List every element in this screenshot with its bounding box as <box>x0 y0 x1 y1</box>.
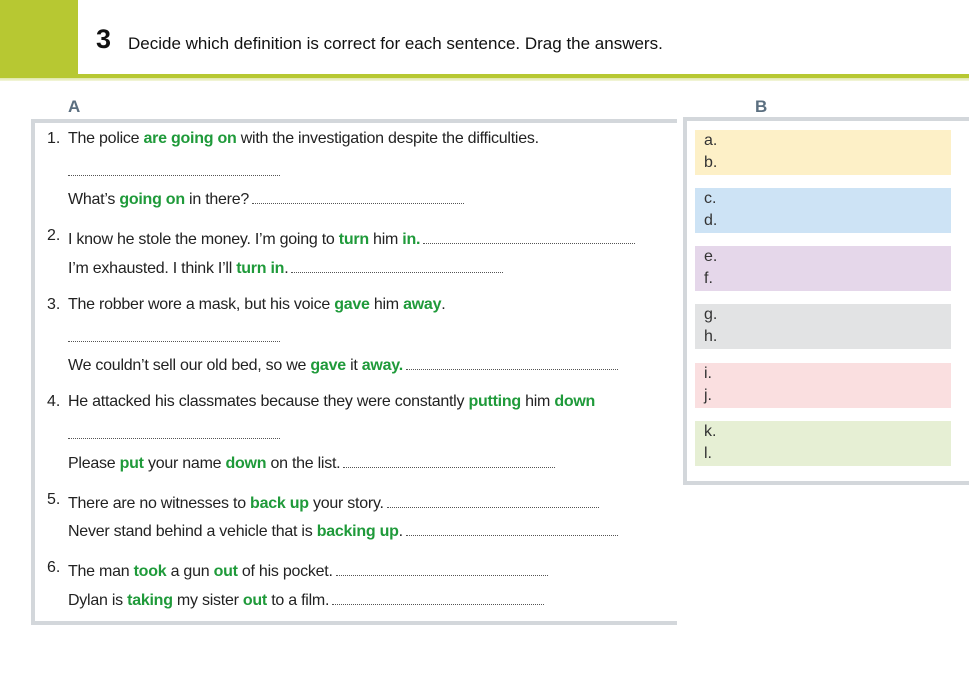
sentence-text: on the list. <box>266 455 341 472</box>
answer-group <box>695 363 951 408</box>
sentence-line <box>68 187 464 209</box>
phrasal-verb-highlight: down <box>225 455 267 472</box>
phrasal-verb-highlight: in. <box>402 231 421 248</box>
exercise-instructions: Decide which definition is correct for each sentence. Drag the answers. <box>128 34 663 53</box>
sentence-line <box>68 559 548 581</box>
answer-drop-slot[interactable] <box>406 519 618 536</box>
sentence-text: in there? <box>184 191 250 208</box>
sentence-text: The police <box>68 130 144 147</box>
phrasal-verb-highlight: taking <box>127 592 173 609</box>
phrasal-verb-highlight: back up <box>250 495 309 512</box>
sentence-text: I’m exhausted. I think I’ll <box>68 260 237 277</box>
sentence-text: He attacked his classmates because they were constantly <box>68 393 469 410</box>
sentence-text: We couldn’t sell our old bed, so we <box>68 357 311 374</box>
phrasal-verb-highlight: away. <box>361 357 403 374</box>
answer-drop-slot[interactable] <box>406 353 618 370</box>
item-number: 5. <box>47 491 61 508</box>
answer-drop-slot[interactable] <box>291 256 503 273</box>
phrasal-verb-highlight: put <box>119 455 144 472</box>
sentence-text: your name <box>143 455 226 472</box>
sentence-line <box>68 519 618 541</box>
sentence-text: your story. <box>308 495 384 512</box>
draggable-answer[interactable]: i. <box>704 365 712 382</box>
draggable-answer[interactable]: g. <box>704 306 718 323</box>
sentence-line <box>68 130 539 148</box>
draggable-answer[interactable]: h. <box>704 328 718 345</box>
sentence-text: The man <box>68 563 134 580</box>
draggable-answer[interactable]: l. <box>704 445 712 462</box>
answer-drop-slot[interactable] <box>68 159 280 176</box>
draggable-answer[interactable]: f. <box>704 270 713 287</box>
answer-drop-slot[interactable] <box>332 588 544 605</box>
phrasal-verb-highlight: gave <box>310 357 346 374</box>
answer-drop-slot[interactable] <box>252 187 464 204</box>
sentence-line <box>68 422 280 444</box>
answer-drop-slot[interactable] <box>336 559 548 576</box>
answer-group <box>695 130 951 175</box>
phrasal-verb-highlight: down <box>554 393 596 410</box>
item-number: 3. <box>47 296 61 313</box>
phrasal-verb-highlight: turn in <box>236 260 285 277</box>
sentence-text: with the investigation despite the difficulties. <box>236 130 539 147</box>
phrasal-verb-highlight: gave <box>334 296 370 313</box>
draggable-answer[interactable]: b. <box>704 154 718 171</box>
sentence-text: . <box>284 260 289 277</box>
sentence-line <box>68 353 618 375</box>
phrasal-verb-highlight: out <box>213 563 238 580</box>
sentence-text: my sister <box>172 592 243 609</box>
sentence-text: it <box>345 357 362 374</box>
sentence-text: I know he stole the money. I’m going to <box>68 231 339 248</box>
item-number: 1. <box>47 130 61 147</box>
phrasal-verb-highlight: putting <box>468 393 521 410</box>
sentence-line <box>68 393 595 411</box>
answer-drop-slot[interactable] <box>68 325 280 342</box>
header-accent-block <box>0 0 78 74</box>
phrasal-verb-highlight: away <box>403 296 442 313</box>
answer-group <box>695 246 951 291</box>
draggable-answer[interactable]: e. <box>704 248 718 265</box>
sentence-text: What’s <box>68 191 120 208</box>
sentence-text: . <box>398 523 403 540</box>
answer-group <box>695 188 951 233</box>
answer-drop-slot[interactable] <box>387 491 599 508</box>
sentence-text: him <box>368 231 403 248</box>
draggable-answer[interactable]: j. <box>704 387 712 404</box>
sentence-text: him <box>520 393 555 410</box>
sentence-line <box>68 227 635 249</box>
sentence-text: of his pocket. <box>237 563 333 580</box>
sentence-line <box>68 256 503 278</box>
draggable-answer[interactable]: k. <box>704 423 717 440</box>
item-number: 6. <box>47 559 61 576</box>
answer-group <box>695 421 951 466</box>
item-number: 4. <box>47 393 61 410</box>
draggable-answer[interactable]: c. <box>704 190 717 207</box>
sentence-text: . <box>441 296 446 313</box>
column-b-label: B <box>755 97 768 116</box>
sentence-text: a gun <box>166 563 214 580</box>
sentence-text: The robber wore a mask, but his voice <box>68 296 335 313</box>
sentence-line <box>68 296 445 314</box>
sentence-line <box>68 588 544 610</box>
draggable-answer[interactable]: a. <box>704 132 718 149</box>
phrasal-verb-highlight: took <box>133 563 167 580</box>
answer-drop-slot[interactable] <box>343 451 555 468</box>
draggable-answer[interactable]: d. <box>704 212 718 229</box>
answer-group <box>695 304 951 349</box>
sentence-text: him <box>369 296 404 313</box>
phrasal-verb-highlight: are going on <box>143 130 237 147</box>
header-divider <box>0 74 969 81</box>
column-a-label: A <box>68 97 81 116</box>
phrasal-verb-highlight: turn <box>338 231 369 248</box>
sentence-text: There are no witnesses to <box>68 495 251 512</box>
answer-drop-slot[interactable] <box>423 227 635 244</box>
exercise-number: 3 <box>96 24 112 54</box>
sentence-text: to a film. <box>267 592 330 609</box>
sentence-line <box>68 325 280 347</box>
answer-drop-slot[interactable] <box>68 422 280 439</box>
sentence-line <box>68 451 555 473</box>
sentence-line <box>68 159 280 181</box>
item-number: 2. <box>47 227 61 244</box>
sentence-line <box>68 491 599 513</box>
sentence-text: Please <box>68 455 120 472</box>
phrasal-verb-highlight: backing up <box>316 523 399 540</box>
sentence-text: Never stand behind a vehicle that is <box>68 523 317 540</box>
phrasal-verb-highlight: going on <box>119 191 185 208</box>
sentence-text: Dylan is <box>68 592 128 609</box>
phrasal-verb-highlight: out <box>242 592 267 609</box>
